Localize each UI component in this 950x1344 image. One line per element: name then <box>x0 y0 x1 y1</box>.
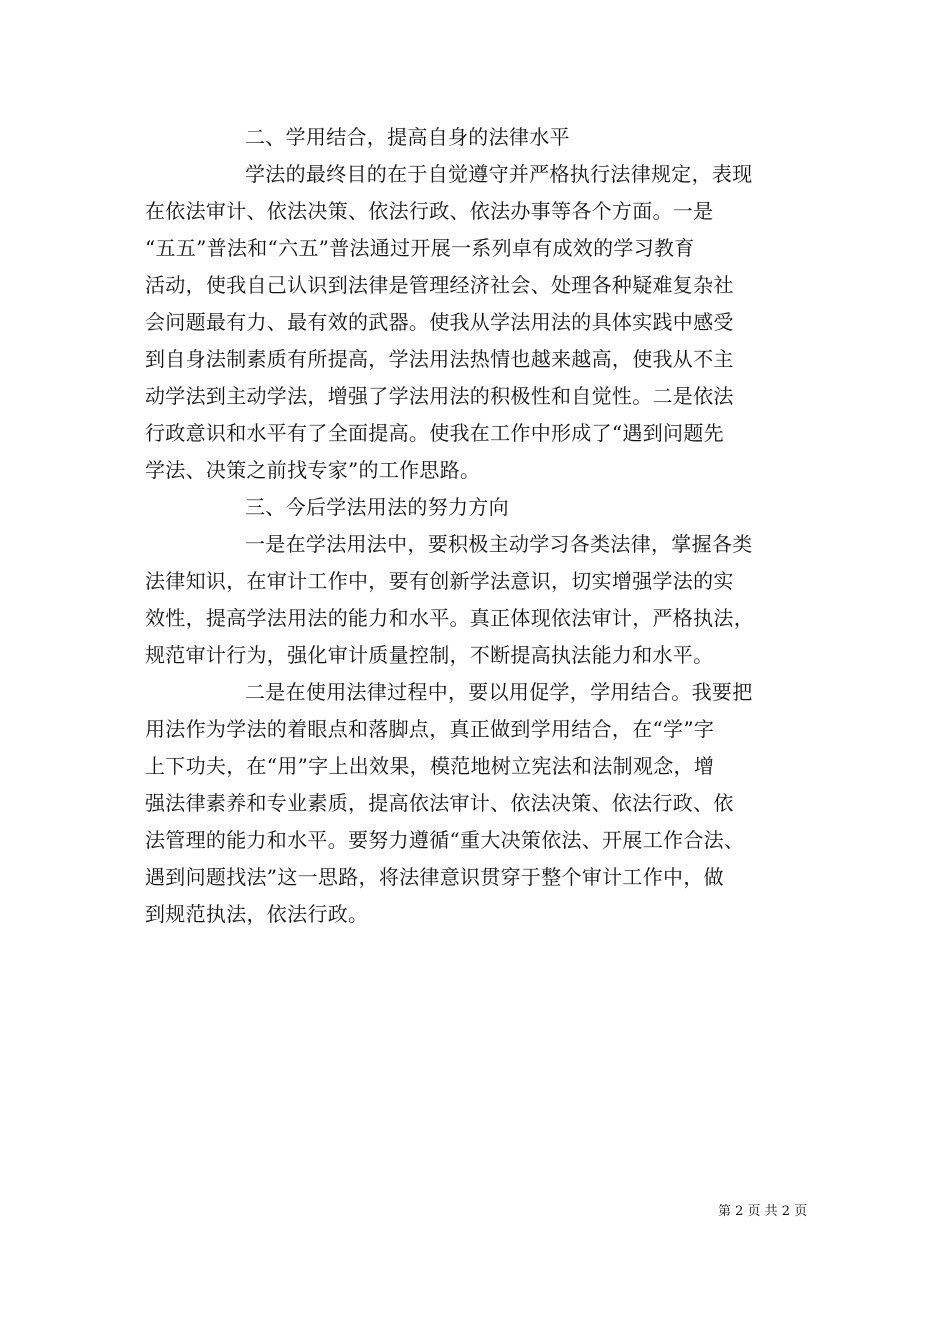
paragraph-line: “五五”普法和“六五”普法通过开展一系列卓有成效的学习教育 <box>145 236 695 260</box>
paragraph-line: 会问题最有力、最有效的武器。使我从学法用法的具体实践中感受 <box>145 310 734 334</box>
paragraph-line: 法管理的能力和水平。要努力遵循“重大决策依法、开展工作合法、 <box>145 828 745 852</box>
paragraph-line: 上下功夫，在“用”字上出效果，模范地树立宪法和法制观念，增 <box>145 754 715 778</box>
paragraph-line: 法律知识，在审计工作中，要有创新学法意识，切实增强学法的实 <box>145 569 734 593</box>
paragraph-line: 效性，提高学法用法的能力和水平。真正体现依法审计，严格执法， <box>145 606 754 630</box>
paragraph-line: 用法作为学法的着眼点和落脚点，真正做到学用结合，在“学”字 <box>145 717 715 741</box>
section-heading-2: 二、学用结合，提高自身的法律水平 <box>245 125 570 149</box>
paragraph-line: 学法、决策之前找专家”的工作思路。 <box>145 458 481 482</box>
paragraph-line: 行政意识和水平有了全面提高。使我在工作中形成了“遇到问题先 <box>145 421 724 445</box>
paragraph-line: 学法的最终目的在于自觉遵守并严格执行法律规定，表现 <box>245 162 753 186</box>
paragraph-line: 一是在学法用法中，要积极主动学习各类法律，掌握各类 <box>245 532 753 556</box>
page-number-footer: 第 2 页 共 2 页 <box>718 1204 808 1219</box>
paragraph-line: 规范审计行为，强化审计质量控制，不断提高执法能力和水平。 <box>145 643 714 667</box>
paragraph-line: 活动，使我自己认识到法律是管理经济社会、处理各种疑难复杂社 <box>145 273 734 297</box>
paragraph-line: 动学法到主动学法，增强了学法用法的积极性和自觉性。二是依法 <box>145 384 734 408</box>
section-heading-3: 三、今后学法用法的努力方向 <box>245 495 509 519</box>
paragraph-line: 遇到问题找法”这一思路，将法律意识贯穿于整个审计工作中，做 <box>145 865 724 889</box>
paragraph-line: 到自身法制素质有所提高，学法用法热情也越来越高，使我从不主 <box>145 347 734 371</box>
paragraph-line: 二是在使用法律过程中，要以用促学，学用结合。我要把 <box>245 680 753 704</box>
paragraph-line: 到规范执法，依法行政。 <box>145 902 369 926</box>
paragraph-line: 强法律素养和专业素质，提高依法审计、依法决策、依法行政、依 <box>145 791 734 815</box>
paragraph-line: 在依法审计、依法决策、依法行政、依法办事等各个方面。一是 <box>145 199 714 223</box>
